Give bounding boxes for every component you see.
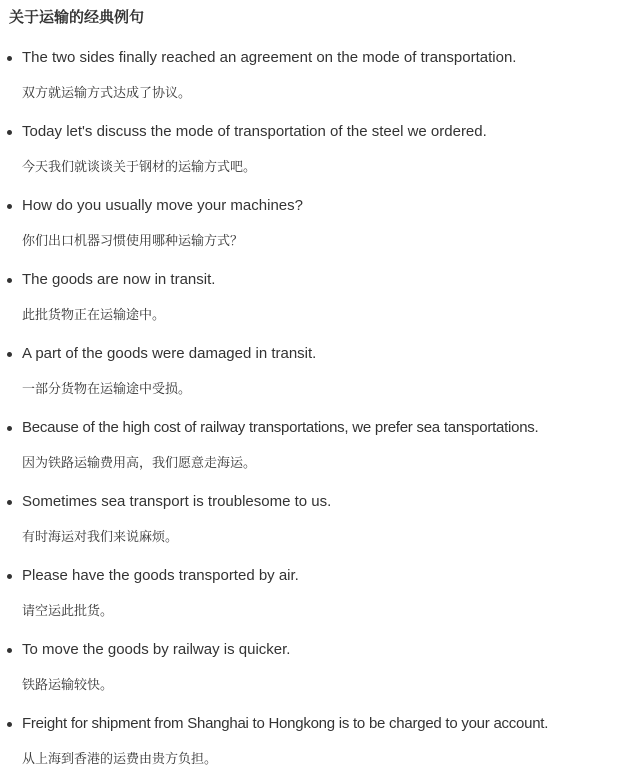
- english-sentence: Please have the goods transported by air.: [22, 567, 299, 584]
- chinese-translation: 此批货物正在运输途中。: [22, 308, 166, 323]
- bullet-icon: [7, 278, 12, 283]
- bullet-icon: [7, 574, 12, 579]
- english-sentence: The two sides finally reached an agreement on the mode of transportation.: [22, 49, 517, 66]
- english-sentence: How do you usually move your machines?: [22, 197, 303, 214]
- bullet-icon: [7, 722, 12, 727]
- list-item: [0, 188, 638, 262]
- chinese-translation: 你们出口机器习惯使用哪种运输方式？: [22, 234, 244, 249]
- list-item: [0, 706, 638, 771]
- bullet-icon: [7, 426, 12, 431]
- english-sentence: Freight for shipment from Shanghai to Hongkong is to be charged to your account.: [22, 715, 549, 732]
- list-item: [0, 484, 638, 558]
- section-heading: 关于运输的经典例句: [9, 8, 145, 26]
- english-sentence: A part of the goods were damaged in transit.: [22, 345, 317, 362]
- chinese-translation: 因为铁路运输费用高，我们愿意走海运。: [22, 456, 257, 471]
- english-sentence: To move the goods by railway is quicker.: [22, 641, 291, 658]
- list-item: [0, 262, 638, 336]
- bullet-icon: [7, 648, 12, 653]
- english-sentence: Sometimes sea transport is troublesome to us.: [22, 493, 332, 510]
- chinese-translation: 一部分货物在运输途中受损。: [22, 382, 192, 397]
- chinese-translation: 今天我们就谈谈关于钢材的运输方式吧。: [22, 160, 257, 175]
- list-item: [0, 632, 638, 706]
- list-item: [0, 336, 638, 410]
- english-sentence: Today let's discuss the mode of transportation of the steel we ordered.: [22, 123, 487, 140]
- list-item: [0, 410, 638, 484]
- bullet-icon: [7, 204, 12, 209]
- chinese-translation: 双方就运输方式达成了协议。: [22, 86, 192, 101]
- chinese-translation: 从上海到香港的运费由贵方负担。: [22, 752, 218, 767]
- bullet-icon: [7, 500, 12, 505]
- english-sentence: The goods are now in transit.: [22, 271, 216, 288]
- list-item: [0, 40, 638, 114]
- list-item: [0, 114, 638, 188]
- chinese-translation: 铁路运输较快。: [22, 678, 114, 693]
- bullet-icon: [7, 352, 12, 357]
- chinese-translation: 有时海运对我们来说麻烦。: [22, 530, 179, 545]
- bullet-icon: [7, 130, 12, 135]
- chinese-translation: 请空运此批货。: [22, 604, 114, 619]
- english-sentence: Because of the high cost of railway transportations, we prefer sea tansportations.: [22, 419, 539, 436]
- list-item: [0, 558, 638, 632]
- bullet-icon: [7, 56, 12, 61]
